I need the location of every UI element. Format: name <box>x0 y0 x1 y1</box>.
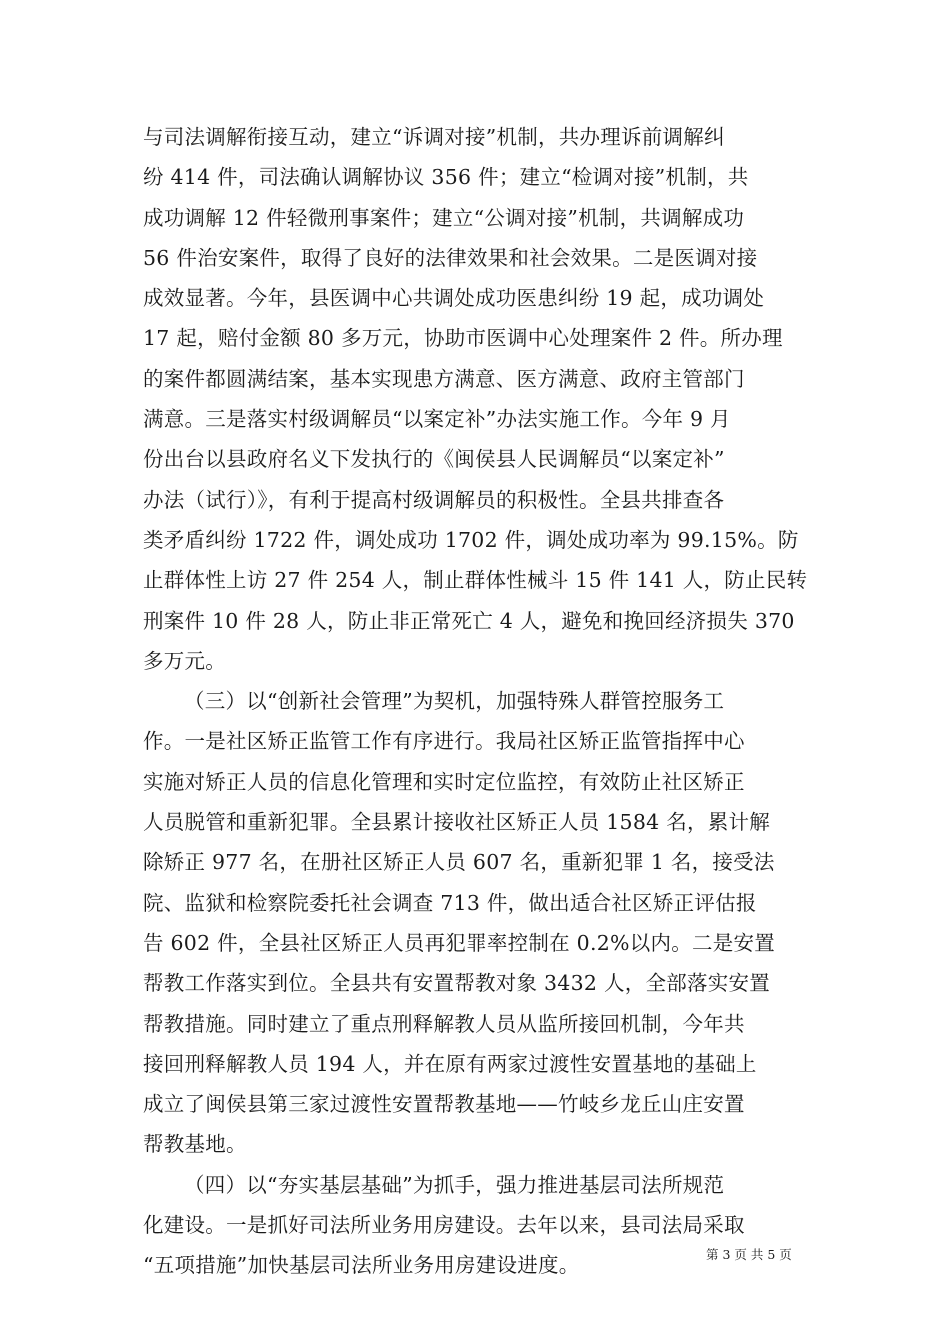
text-line: 刑案件 10 件 28 人，防止非正常死亡 4 人，避免和挽回经济损失 370 <box>143 608 795 633</box>
text-line: 成立了闽侯县第三家过渡性安置帮教基地——竹岐乡龙丘山庄安置 <box>143 1092 745 1117</box>
text-line: 多万元。 <box>143 648 226 673</box>
text-line: 化建设。一是抓好司法所业务用房建设。去年以来，县司法局采取 <box>143 1213 745 1238</box>
text-line: 人员脱管和重新犯罪。全县累计接收社区矫正人员 1584 名，累计解 <box>143 810 770 835</box>
text-line: 满意。三是落实村级调解员“以案定补”办法实施工作。今年 9 月 <box>143 407 731 432</box>
text-line: 纷 414 件，司法确认调解协议 356 件；建立“检调对接”机制，共 <box>143 165 749 190</box>
text-line: 帮教工作落实到位。全县共有安置帮教对象 3432 人，全部落实安置 <box>143 971 770 996</box>
paragraph-start-line: （三）以“创新社会管理”为契机，加强特殊人群管控服务工 <box>184 689 725 714</box>
page-number: 第 3 页 共 5 页 <box>706 1247 792 1262</box>
text-line: 作。一是社区矫正监管工作有序进行。我局社区矫正监管指挥中心 <box>143 729 745 754</box>
text-line: 份出台以县政府名义下发执行的《闽侯县人民调解员“以案定补” <box>143 447 725 472</box>
text-line: 成功调解 12 件轻微刑事案件；建立“公调对接”机制，共调解成功 <box>143 205 745 230</box>
body-text <box>143 117 811 1286</box>
text-line: 帮教措施。同时建立了重点刑释解教人员从监所接回机制，今年共 <box>143 1011 745 1036</box>
text-line: 与司法调解衔接互动，建立“诉调对接”机制，共办理诉前调解纠 <box>143 125 725 149</box>
text-line: 止群体性上访 27 件 254 人，制止群体性械斗 15 件 141 人，防止民转 <box>143 568 808 593</box>
text-line: 办法（试行）》，有利于提高村级调解员的积极性。全县共排查各 <box>143 487 725 512</box>
text-line: 的案件都圆满结案，基本实现患方满意、医方满意、政府主管部门 <box>143 366 745 391</box>
paragraph-start-line: （四）以“夯实基层基础”为抓手，强力推进基层司法所规范 <box>184 1172 725 1197</box>
text-line: “五项措施”加快基层司法所业务用房建设进度。 <box>143 1253 580 1278</box>
text-line: 接回刑释解教人员 194 人，并在原有两家过渡性安置基地的基础上 <box>143 1051 757 1076</box>
text-line: 成效显著。今年，县医调中心共调处成功医患纠纷 19 起，成功调处 <box>143 286 765 311</box>
text-line: 实施对矫正人员的信息化管理和实时定位监控，有效防止社区矫正 <box>143 769 745 794</box>
text-line: 除矫正 977 名，在册社区矫正人员 607 名，重新犯罪 1 名，接受法 <box>143 850 775 875</box>
text-line: 17 起，赔付金额 80 多万元，协助市医调中心处理案件 2 件。所办理 <box>143 326 783 351</box>
text-line: 类矛盾纠纷 1722 件，调处成功 1702 件，调处成功率为 99.15%。防 <box>143 527 799 552</box>
text-line: 帮教基地。 <box>143 1132 247 1157</box>
text-line: 56 件治安案件，取得了良好的法律效果和社会效果。二是医调对接 <box>143 245 758 270</box>
text-line: 告 602 件，全县社区矫正人员再犯罪率控制在 0.2%以内。二是安置 <box>143 930 776 955</box>
text-line: 院、监狱和检察院委托社会调查 713 件，做出适合社区矫正评估报 <box>143 890 757 915</box>
